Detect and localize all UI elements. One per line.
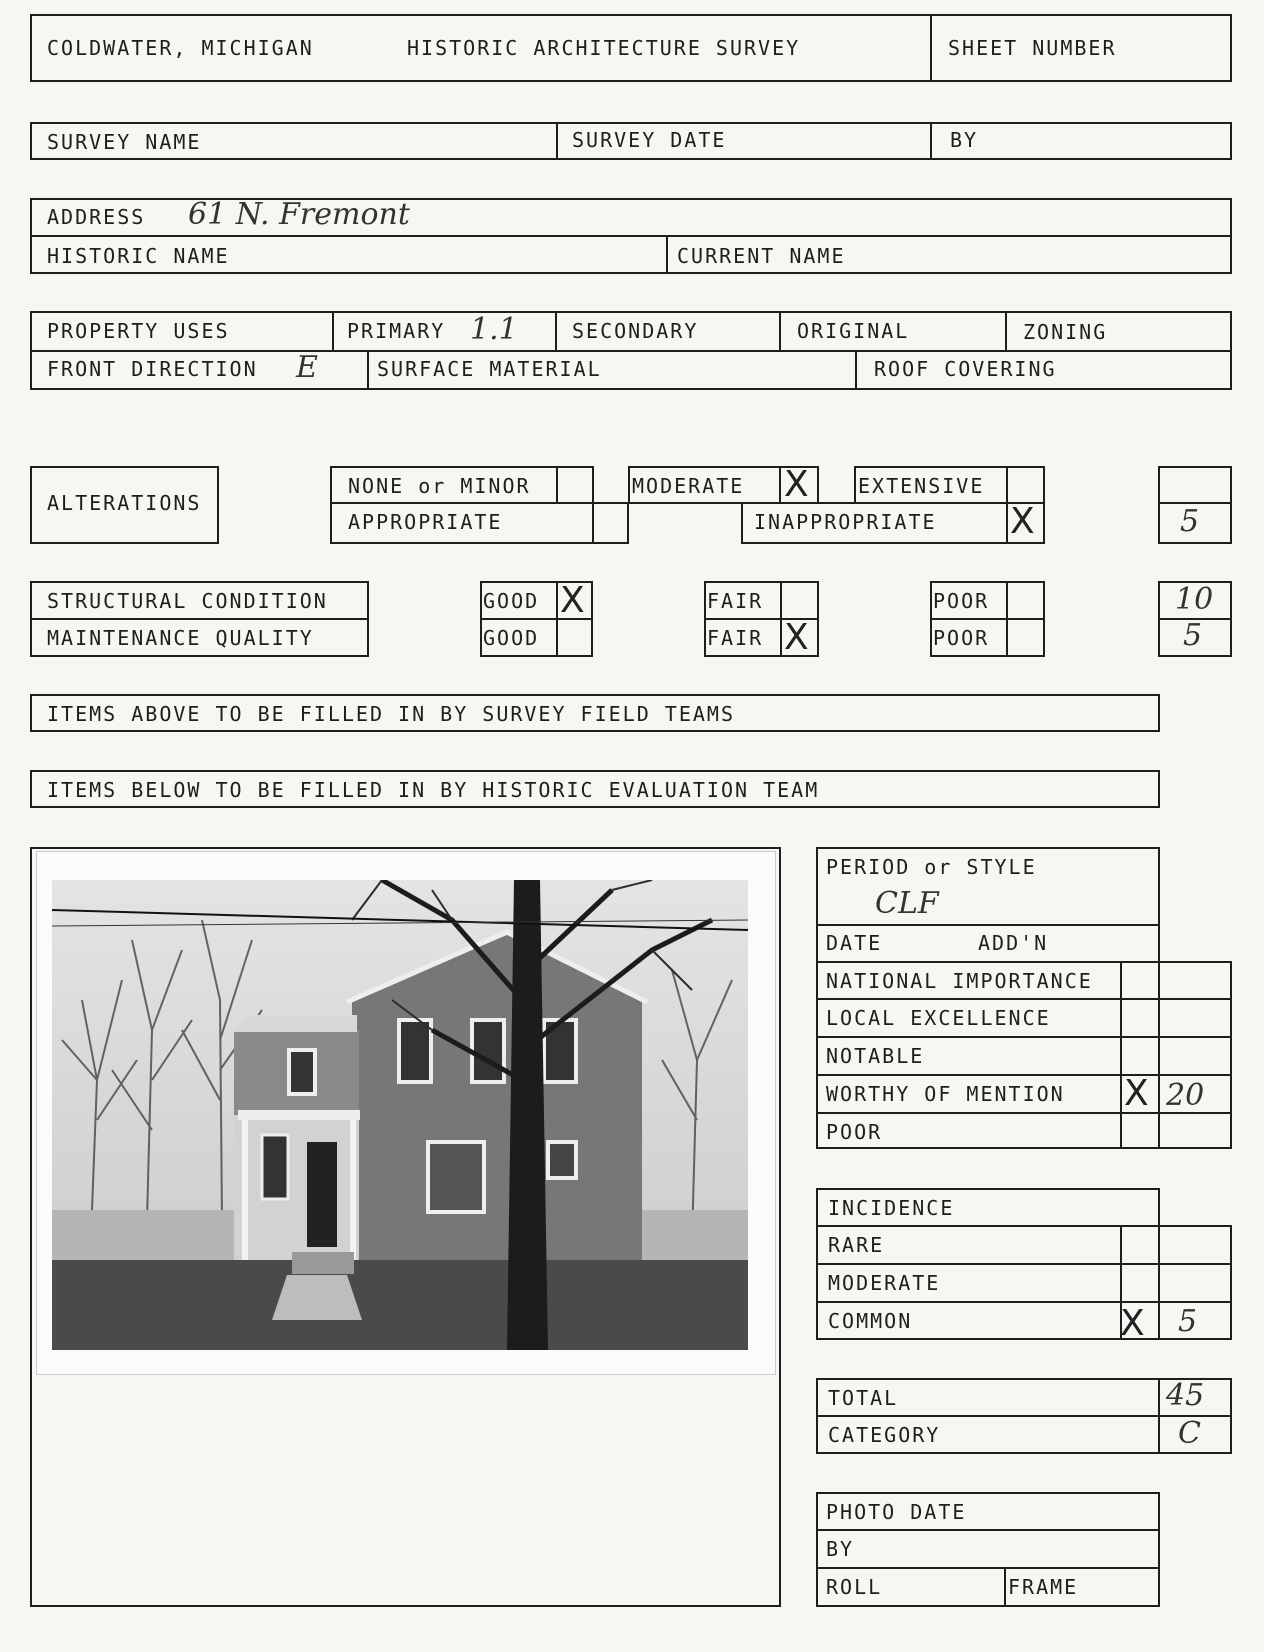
- survey-divider-1: [556, 122, 558, 160]
- none-minor-label: NONE or MINOR: [348, 474, 531, 498]
- maintenance-score: 5: [1183, 618, 1203, 653]
- inappropriate-label: INAPPROPRIATE: [754, 510, 937, 534]
- frame-label: FRAME: [1008, 1575, 1079, 1599]
- fair-check-div: [780, 581, 782, 657]
- common-score: 5: [1178, 1304, 1198, 1339]
- period-style-label: PERIOD or STYLE: [826, 855, 1037, 879]
- totals-line: [816, 1415, 1232, 1417]
- eval-check-div: [1120, 961, 1122, 1149]
- inc-line-3: [816, 1301, 1232, 1303]
- eval-bottom-ext: [1158, 1147, 1232, 1149]
- date-label: DATE: [826, 931, 883, 955]
- inc-line-2: [816, 1263, 1232, 1265]
- alterations-score: 5: [1180, 504, 1200, 539]
- property-div-4: [1005, 311, 1007, 350]
- photo-info-div: [1004, 1567, 1006, 1607]
- property-div-5: [367, 350, 369, 390]
- eval-line-4: [816, 1036, 1232, 1038]
- national-importance-label: NATIONAL IMPORTANCE: [826, 969, 1093, 993]
- structural-score: 10: [1175, 582, 1214, 617]
- none-minor-check-div: [556, 466, 558, 504]
- primary-label: PRIMARY: [347, 319, 446, 343]
- historic-name-label: HISTORIC NAME: [47, 244, 230, 268]
- structural-good-label: GOOD: [483, 589, 540, 613]
- worthy-check-mark: X: [1124, 1073, 1149, 1114]
- moderate-label: MODERATE: [632, 474, 745, 498]
- maintenance-good-label: GOOD: [483, 626, 540, 650]
- sheet-number-label: SHEET NUMBER: [948, 36, 1117, 60]
- inc-score-right: [1230, 1225, 1232, 1340]
- incidence-label: INCIDENCE: [828, 1196, 955, 1220]
- moderate-check-div: [779, 466, 781, 504]
- inc-line-1: [816, 1225, 1232, 1227]
- city-label: COLDWATER, MICHIGAN: [47, 36, 314, 60]
- address-value: 61 N. Fremont: [188, 197, 410, 232]
- local-excellence-label: LOCAL EXCELLENCE: [826, 1006, 1051, 1030]
- notes-above-top: [30, 694, 1160, 696]
- worthy-of-mention-label: WORTHY OF MENTION: [826, 1082, 1065, 1106]
- property-div-1: [332, 311, 334, 350]
- property-div-2: [555, 311, 557, 350]
- eval-line-3: [816, 998, 1232, 1000]
- survey-title: HISTORIC ARCHITECTURE SURVEY: [407, 36, 801, 60]
- structural-good-check-mark: X: [560, 580, 585, 621]
- rare-label: RARE: [828, 1233, 885, 1257]
- structural-poor-label: POOR: [933, 589, 990, 613]
- structural-fair-label: FAIR: [707, 589, 764, 613]
- survey-date-label: SURVEY DATE: [572, 128, 727, 152]
- incidence-moderate-label: MODERATE: [828, 1271, 941, 1295]
- good-check-div: [556, 581, 558, 657]
- extensive-check-div: [1006, 466, 1008, 504]
- primary-value: 1.1: [470, 312, 518, 347]
- appropriate-label: APPROPRIATE: [348, 510, 503, 534]
- notes-below: ITEMS BELOW TO BE FILLED IN BY HISTORIC EVALUATION TEAM: [47, 778, 820, 802]
- inappropriate-check-div: [1006, 502, 1008, 544]
- secondary-label: SECONDARY: [572, 319, 699, 343]
- survey-by-label: BY: [950, 128, 979, 152]
- photo-info-line-2: [816, 1567, 1160, 1569]
- common-label: COMMON: [828, 1309, 913, 1333]
- extensive-label: EXTENSIVE: [858, 474, 985, 498]
- eval-score-right: [1230, 961, 1232, 1149]
- header-divider: [930, 14, 932, 82]
- notes-above: ITEMS ABOVE TO BE FILLED IN BY SURVEY FIELD TEAMS: [47, 702, 736, 726]
- totals-div: [1158, 1378, 1160, 1454]
- maintenance-fair-check-mark: X: [784, 617, 809, 658]
- common-check-mark: X: [1120, 1303, 1145, 1344]
- photo-by-label: BY: [826, 1537, 855, 1561]
- property-row-line: [30, 350, 1232, 352]
- roll-label: ROLL: [826, 1575, 883, 1599]
- maintenance-poor-label: POOR: [933, 626, 990, 650]
- category-label: CATEGORY: [828, 1423, 941, 1447]
- maintenance-quality-label: MAINTENANCE QUALITY: [47, 626, 314, 650]
- property-div-3: [779, 311, 781, 350]
- property-div-6: [855, 350, 857, 390]
- moderate-check-mark: X: [784, 464, 809, 505]
- worthy-score: 20: [1166, 1078, 1205, 1113]
- period-style-value: CLF: [875, 886, 939, 921]
- eval-poor-label: POOR: [826, 1120, 883, 1144]
- photo-info-line-1: [816, 1529, 1160, 1531]
- condition-row-line: [30, 618, 369, 620]
- poor-row-line: [930, 618, 1045, 620]
- original-label: ORIGINAL: [797, 319, 910, 343]
- current-name-divider: [666, 235, 668, 274]
- eval-line-5: [816, 1074, 1232, 1076]
- address-label: ADDRESS: [47, 205, 146, 229]
- property-uses-label: PROPERTY USES: [47, 319, 230, 343]
- surface-material-label: SURFACE MATERIAL: [377, 357, 602, 381]
- current-name-label: CURRENT NAME: [677, 244, 846, 268]
- house-photograph: [52, 880, 748, 1350]
- notable-label: NOTABLE: [826, 1044, 925, 1068]
- addn-label: ADD'N: [978, 931, 1049, 955]
- eval-line-2: [816, 961, 1232, 963]
- eval-line-1: [816, 924, 1160, 926]
- appropriate-check-div: [592, 502, 594, 544]
- zoning-label: ZONING: [1023, 320, 1108, 344]
- front-direction-value: E: [296, 350, 318, 385]
- front-direction-label: FRONT DIRECTION: [47, 357, 258, 381]
- address-row-line: [30, 235, 1232, 237]
- inappropriate-check-mark: X: [1010, 501, 1035, 542]
- poor-check-div: [1006, 581, 1008, 657]
- total-label: TOTAL: [828, 1386, 899, 1410]
- alterations-label: ALTERATIONS: [47, 491, 202, 515]
- roof-covering-label: ROOF COVERING: [874, 357, 1057, 381]
- total-value: 45: [1166, 1378, 1205, 1413]
- maintenance-fair-label: FAIR: [707, 626, 764, 650]
- survey-divider-2: [930, 122, 932, 160]
- survey-name-label: SURVEY NAME: [47, 130, 202, 154]
- photo-date-label: PHOTO DATE: [826, 1500, 967, 1524]
- category-value: C: [1178, 1416, 1201, 1451]
- structural-condition-label: STRUCTURAL CONDITION: [47, 589, 328, 613]
